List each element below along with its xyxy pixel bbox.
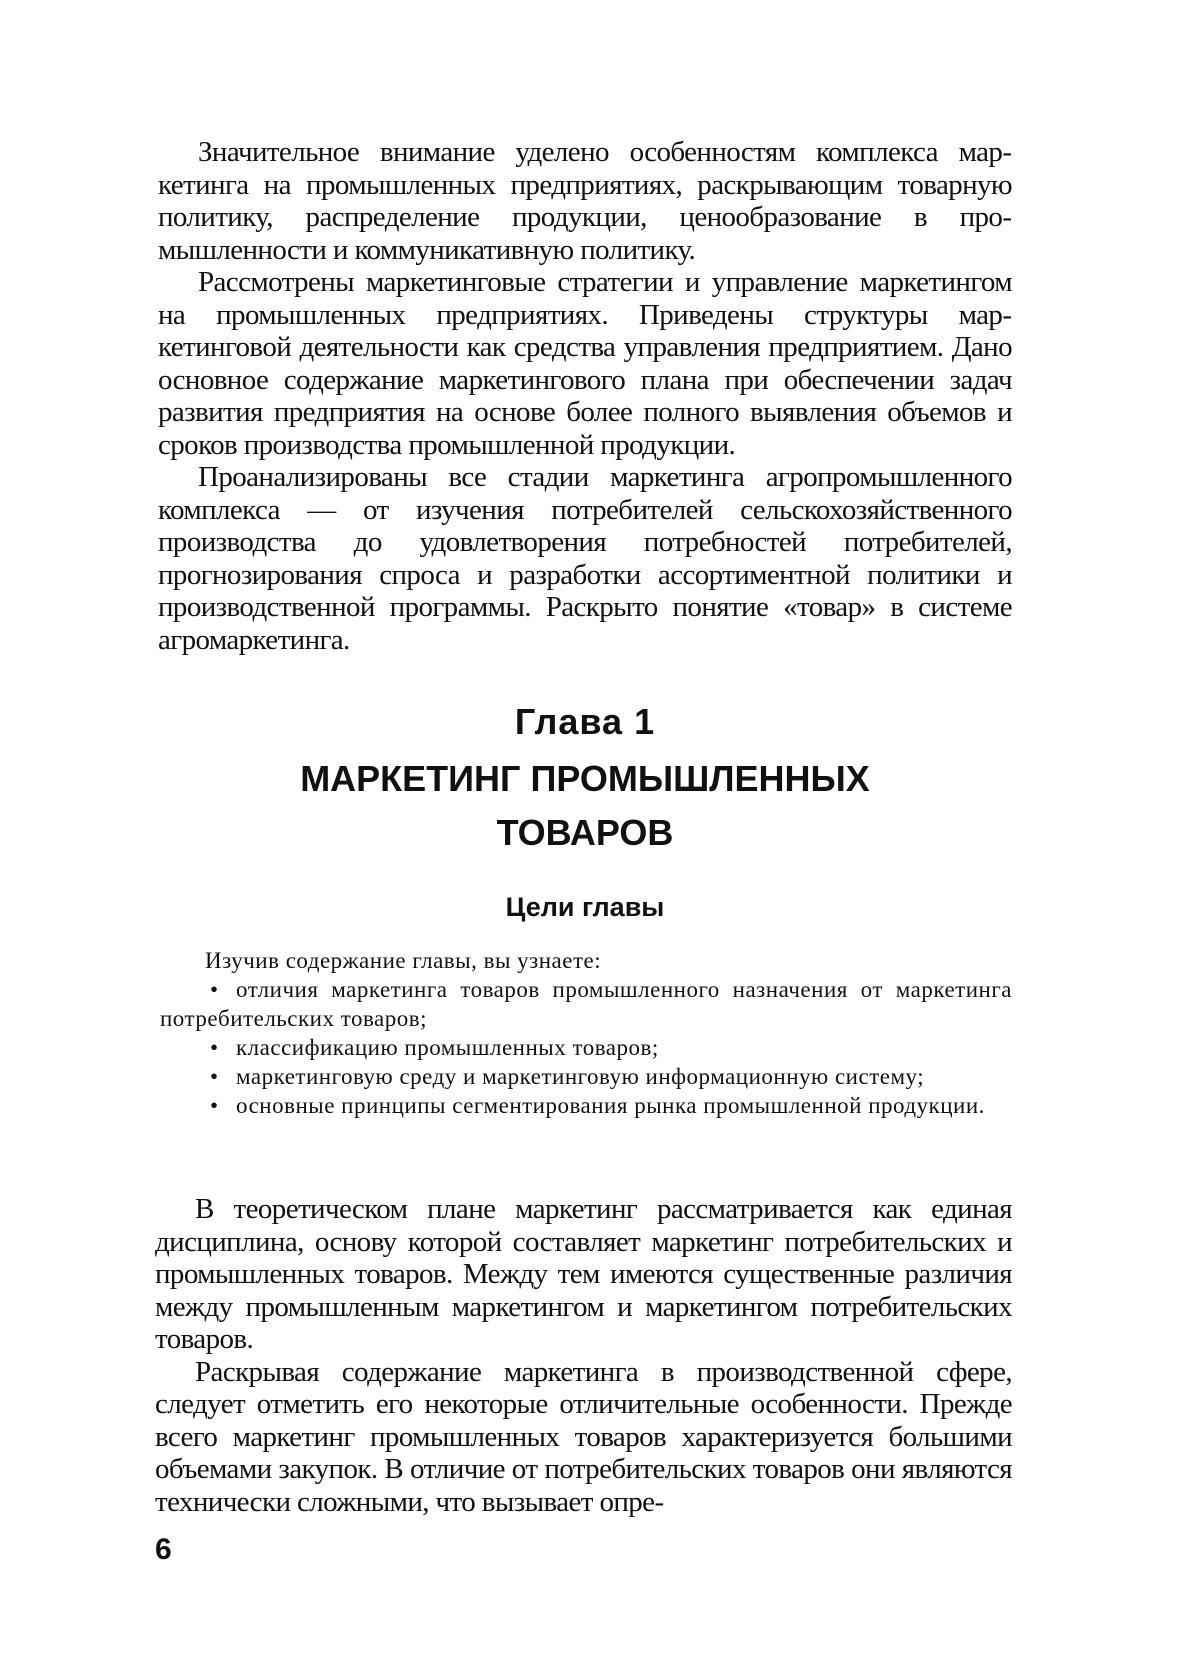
goals-list-item [160, 1033, 1012, 1062]
intro-paragraph: Проанализированы все стадии маркетинга агропромышленного комплекса — от изучения потребителей сельскохозяйственного производства до удовлетворения потребностей потребителей, прогнозирования спроса и разработки ассортиментной политики и производственной программы. Раскрыто понятие «товар» в системе агромаркетинга. [158, 461, 1012, 656]
chapter-number: Глава 1 [514, 701, 656, 742]
body-paragraph: Раскрывая содержание маркетинга в производственной сфере, следует отметить его некоторые отличительные особенности. Прежде всего маркетинг промышленных товаров характеризуется большими объемами закупок. В отличие от потребительских товаров они являются технически сложными, что вызывает опре- [155, 1355, 1012, 1518]
chapter-title-line: ТОВАРОВ [496, 812, 674, 853]
bullet-icon: • [210, 1064, 219, 1089]
goals-list [160, 975, 1012, 1120]
goals-list-item [160, 1062, 1012, 1091]
goals-list-item [160, 975, 1012, 1033]
goals-heading: Цели главы [505, 892, 665, 922]
intro-paragraph: Значительное внимание уделено особенностям комплекса маркетинга на промышленных предприятиях, раскрывающим товарную политику, распределение продукции, ценообразование в промышленности и коммуникативную политику. [158, 136, 1012, 266]
bullet-icon: • [210, 1035, 219, 1060]
body-paragraph: В теоретическом плане маркетинг рассматривается как единая дисциплина, основу которой составляет маркетинг потребительских и промышленных товаров. Между тем имеются существенные различия между промышленным маркетингом и маркетингом потребительских товаров. [155, 1193, 1012, 1355]
goals-lead: Изучив содержание главы, вы узнаете: [205, 948, 602, 973]
chapter-title [158, 752, 1012, 860]
intro-paragraph: Рассмотрены маркетинговые стратегии и управление маркетингом на промышленных предприятиях. Приведены структуры маркетинговой деятельности как средства управления предприятием. Дано основное содержание маркетингового плана при обеспечении задач развития предприятия на основе более полного выявления объемов и сроков производства промышленной продукции. [158, 266, 1012, 461]
bullet-icon: • [210, 1093, 219, 1118]
goals-item-text: основные принципы сегментирования рынка промышленной продукции. [236, 1093, 985, 1118]
chapter-title-line: МАРКЕТИНГ ПРОМЫШЛЕННЫХ [300, 758, 870, 799]
bullet-icon: • [210, 977, 219, 1002]
intro-text [158, 136, 1012, 656]
goals-block [160, 946, 1012, 1120]
goals-item-text: маркетинговую среду и маркетинговую информационную систему; [236, 1064, 925, 1089]
body-text [155, 1193, 1012, 1518]
goals-list-item [160, 1091, 1012, 1120]
goals-item-text: отличия маркетинга товаров промышленного назначения от маркетинга потребительских товаров; [160, 977, 1012, 1031]
goals-item-text: классификацию промышленных товаров; [236, 1035, 659, 1060]
page-number: 6 [155, 1533, 172, 1566]
